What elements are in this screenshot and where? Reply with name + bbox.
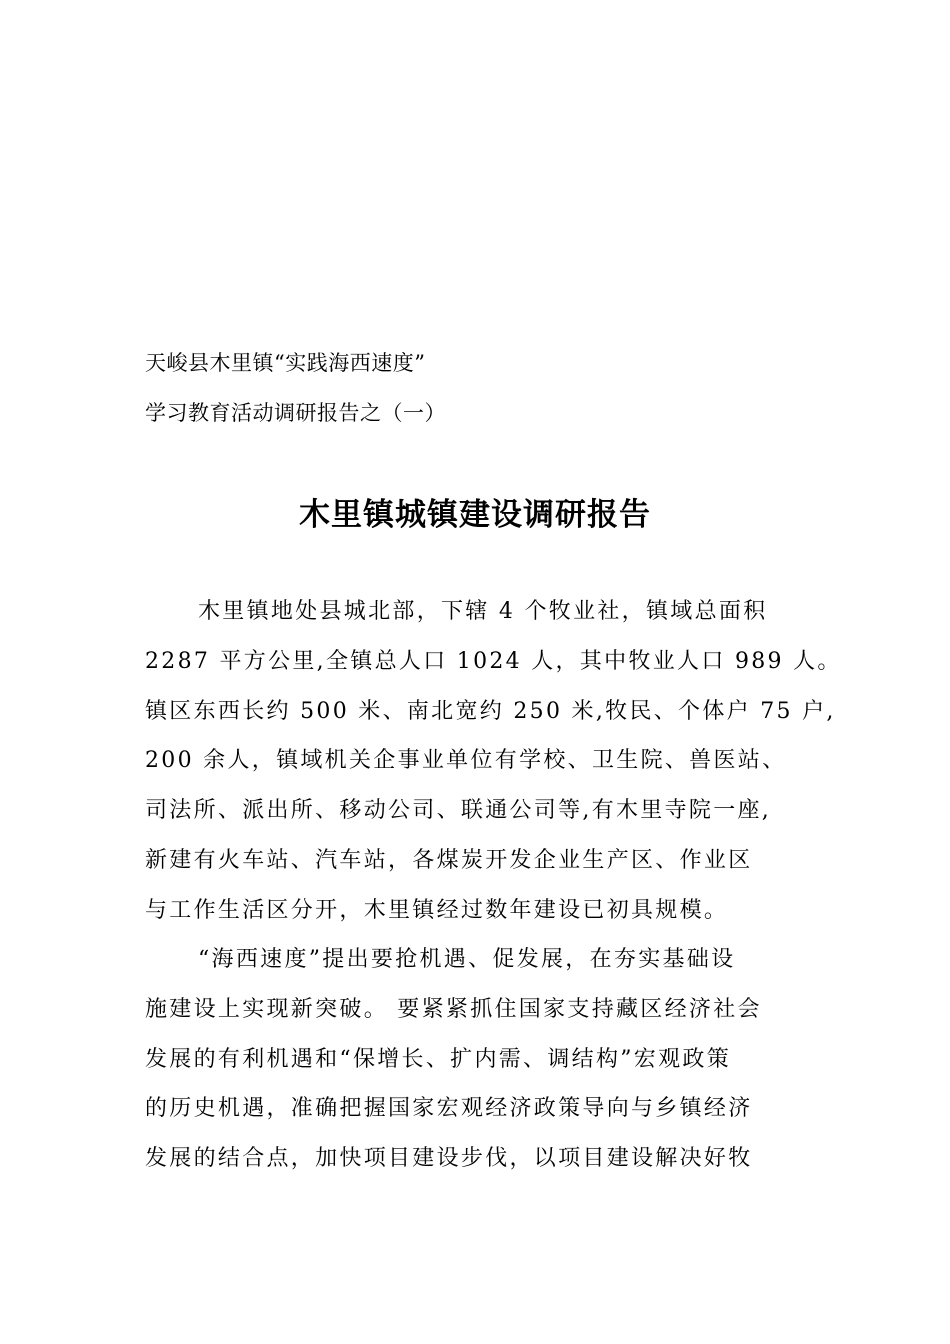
paragraph-line: 与工作生活区分开，木里镇经过数年建设已初具规模。	[145, 898, 729, 923]
paragraph-line: 2287 平方公里,全镇总人口 1024 人，其中牧业人口 989 人。	[145, 649, 842, 674]
paragraph-line: 新建有火车站、汽车站，各煤炭开发企业生产区、作业区	[145, 848, 753, 873]
paragraph-line: 的历史机遇，准确把握国家宏观经济政策导向与乡镇经济	[145, 1096, 753, 1121]
paragraph-line: 发展的结合点，加快项目建设步伐，以项目建设解决好牧	[145, 1146, 753, 1171]
paragraph-line: 镇区东西长约 500 米、南北宽约 250 米,牧民、个体户 75 户,	[145, 699, 836, 724]
document-title: 木里镇城镇建设调研报告	[299, 497, 651, 533]
header-line-2: 学习教育活动调研报告之（一）	[145, 401, 446, 425]
paragraph-line: 司法所、派出所、移动公司、联通公司等,有木里寺院一座,	[145, 798, 772, 823]
paragraph-line: 木里镇地处县城北部，下辖 4 个牧业社，镇域总面积	[198, 599, 768, 624]
paragraph-line: 发展的有利机遇和“保增长、扩内需、调结构”宏观政策	[145, 1047, 731, 1072]
paragraph-line: 施建设上实现新突破。 要紧紧抓住国家支持藏区经济社会	[145, 997, 762, 1022]
header-line-1: 天峻县木里镇“实践海西速度”	[145, 351, 426, 375]
paragraph-line: “海西速度”提出要抢机遇、促发展，在夯实基础设	[198, 947, 736, 972]
paragraph-line: 200 余人，镇域机关企事业单位有学校、卫生院、兽医站、	[145, 748, 787, 773]
